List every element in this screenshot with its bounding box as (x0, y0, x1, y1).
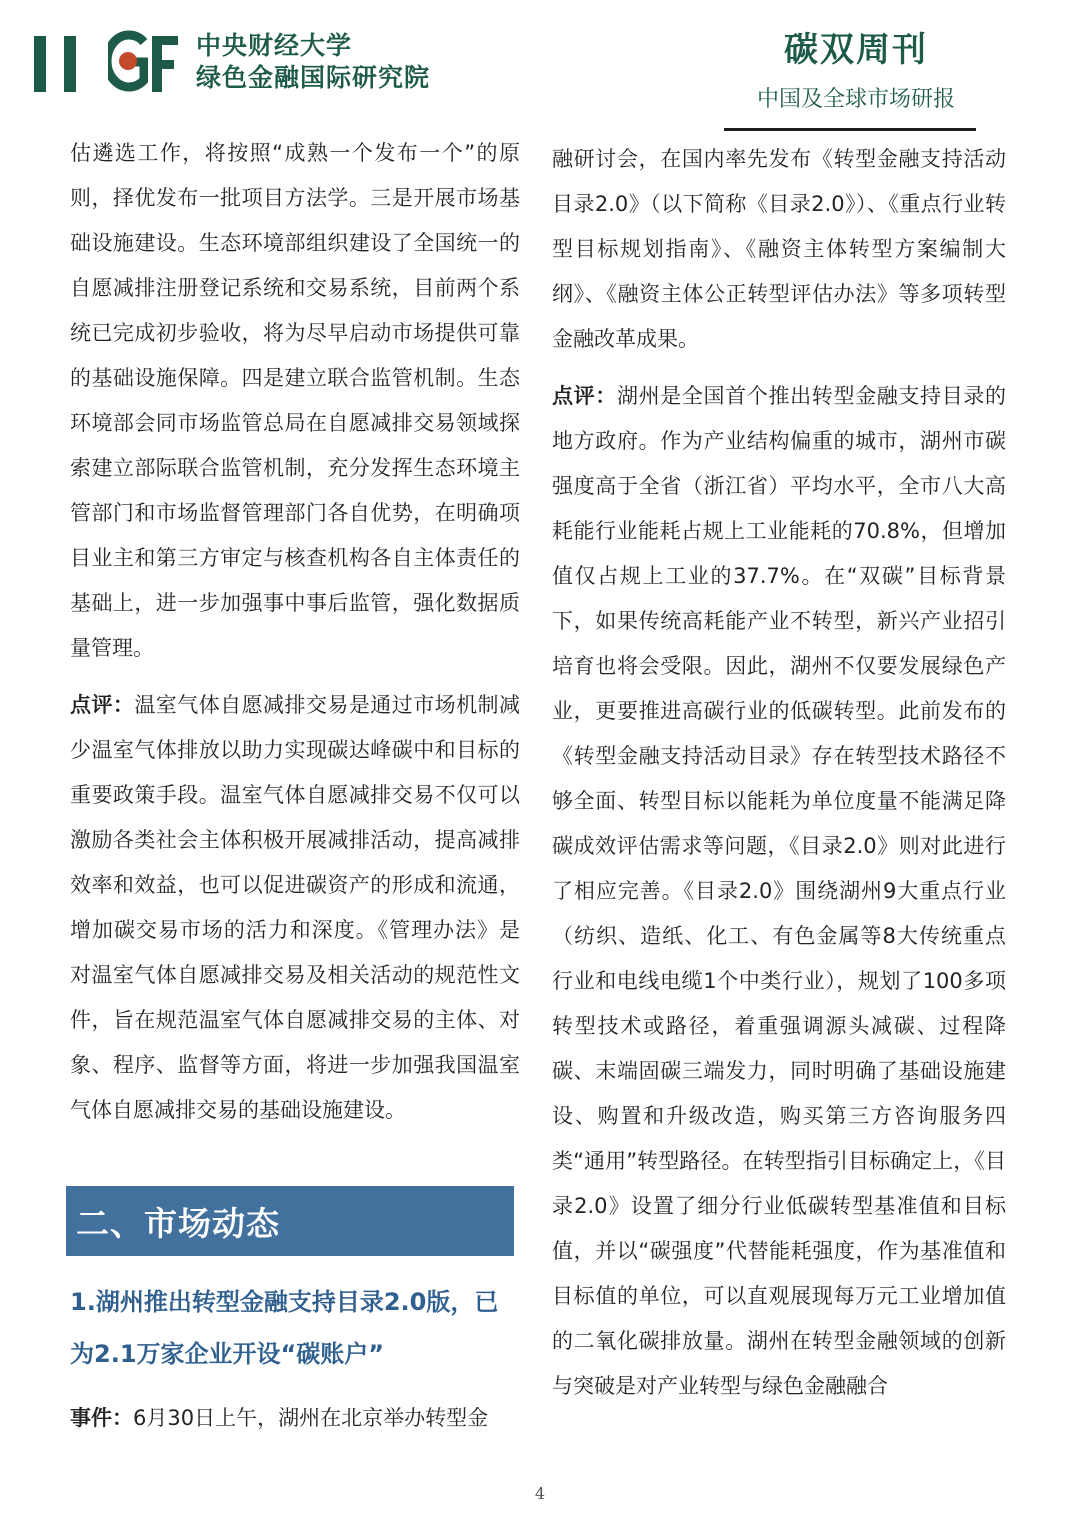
right-column (552, 137, 1006, 1409)
institute-name-line1: 中央财经大学 (196, 31, 353, 60)
event-text: 6月30日上午，湖州在北京举办转型金 (133, 1406, 489, 1430)
left-column (70, 131, 520, 1133)
logo-bar-2 (64, 36, 76, 92)
journal-title: 碳双周刊 (784, 30, 928, 70)
article-title: 1.湖州推出转型金融支持目录2.0版，已为2.1万家企业开设“碳账户” (70, 1288, 499, 1368)
paragraph-gap (552, 362, 1006, 374)
globe-g-icon (108, 30, 148, 92)
paragraph-gap (70, 671, 520, 683)
institute-name (196, 30, 430, 94)
comment-label: 点评： (70, 693, 135, 717)
left-paragraph-1: 估遴选工作，将按照“成熟一个发布一个”的原则，择优发布一批项目方法学。三是开展市场基础设施建设。生态环境部组织建设了全国统一的自愿减排注册登记系统和交易系统，目前两个系统已完成初步验收，将为尽早启动市场提供可靠的基础设施保障。四是建立联合监管机制。生态环境部会同市场监管总局在自愿减排交易领域探索建立部际联合监管机制，充分发挥生态环境主管部门和市场监督管理部门各自优势，在明确项目业主和第三方审定与核查机构各自主体责任的基础上，进一步加强事中事后监管，强化数据质量管理。 (70, 141, 520, 660)
logo-f-icon (152, 36, 178, 92)
journal-masthead (736, 28, 976, 114)
journal-subtitle: 中国及全球市场研报 (756, 87, 955, 112)
event-label: 事件： (70, 1406, 133, 1430)
iigf-logo-mark (34, 30, 178, 94)
page-number: 4 (534, 1484, 546, 1503)
institute-logo (34, 30, 178, 94)
event-paragraph (70, 1396, 522, 1441)
right-paragraph-1: 融研讨会，在国内率先发布《转型金融支持活动目录2.0》（以下简称《目录2.0》）、《重点行业转型目标规划指南》、《融资主体转型方案编制大纲》、《融资主体公正转型评估办法》等多项转型金融改革成果。 (552, 147, 1006, 351)
comment-text: 湖州是全国首个推出转型金融支持目录的地方政府。作为产业结构偏重的城市，湖州市碳强度高于全省（浙江省）平均水平，全市八大高耗能行业能耗占规上工业能耗的70.8%，但增加值仅占规上工业的37.7%。在“双碳”目标背景下，如果传统高耗能产业不转型，新兴产业招引培育也将会受限。因此，湖州不仅要发展绿色产业，更要推进高碳行业的低碳转型。此前发布的《转型金融支持活动目录》存在转型技术路径不够全面、转型目标以能耗为单位度量不能满足降碳成效评估需求等问题，《目录2.0》则对此进行了相应完善。《目录2.0》围绕湖州9大重点行业（纺织、造纸、化工、有色金属等8大传统重点行业和电线电缆1个中类行业），规划了100多项转型技术或路径，着重强调源头减碳、过程降碳、末端固碳三端发力，同时明确了基础设施建设、购置和升级改造，购买第三方咨询服务四类“通用”转型路径。在转型指引目标确定上，《目录2.0》设置了细分行业低碳转型基准值和目标值，并以“碳强度”代替能耗强度，作为基准值和目标值的单位，可以直观展现每万元工业增加值的二氧化碳排放量。湖州在转型金融领域的创新与突破是对产业转型与绿色金融融合 (552, 384, 1007, 1398)
institute-name-line2: 绿色金融国际研究院 (196, 63, 431, 92)
section-banner (66, 1186, 514, 1256)
left-comment-paragraph (70, 683, 520, 1133)
header-rule (724, 128, 976, 131)
logo-bar-1 (34, 36, 46, 92)
section-title: 二、市场动态 (76, 1203, 280, 1243)
comment-label: 点评： (552, 384, 617, 408)
comment-text: 温室气体自愿减排交易是通过市场机制减少温室气体排放以助力实现碳达峰碳中和目标的重要政策手段。温室气体自愿减排交易不仅可以激励各类社会主体积极开展减排活动，提高减排效率和效益，也可以促进碳资产的形成和流通，增加碳交易市场的活力和深度。《管理办法》是对温室气体自愿减排交易及相关活动的规范性文件，旨在规范温室气体自愿减排交易的主体、对象、程序、监督等方面，将进一步加强我国温室气体自愿减排交易的基础设施建设。 (70, 693, 521, 1122)
right-comment-paragraph (552, 374, 1006, 1409)
